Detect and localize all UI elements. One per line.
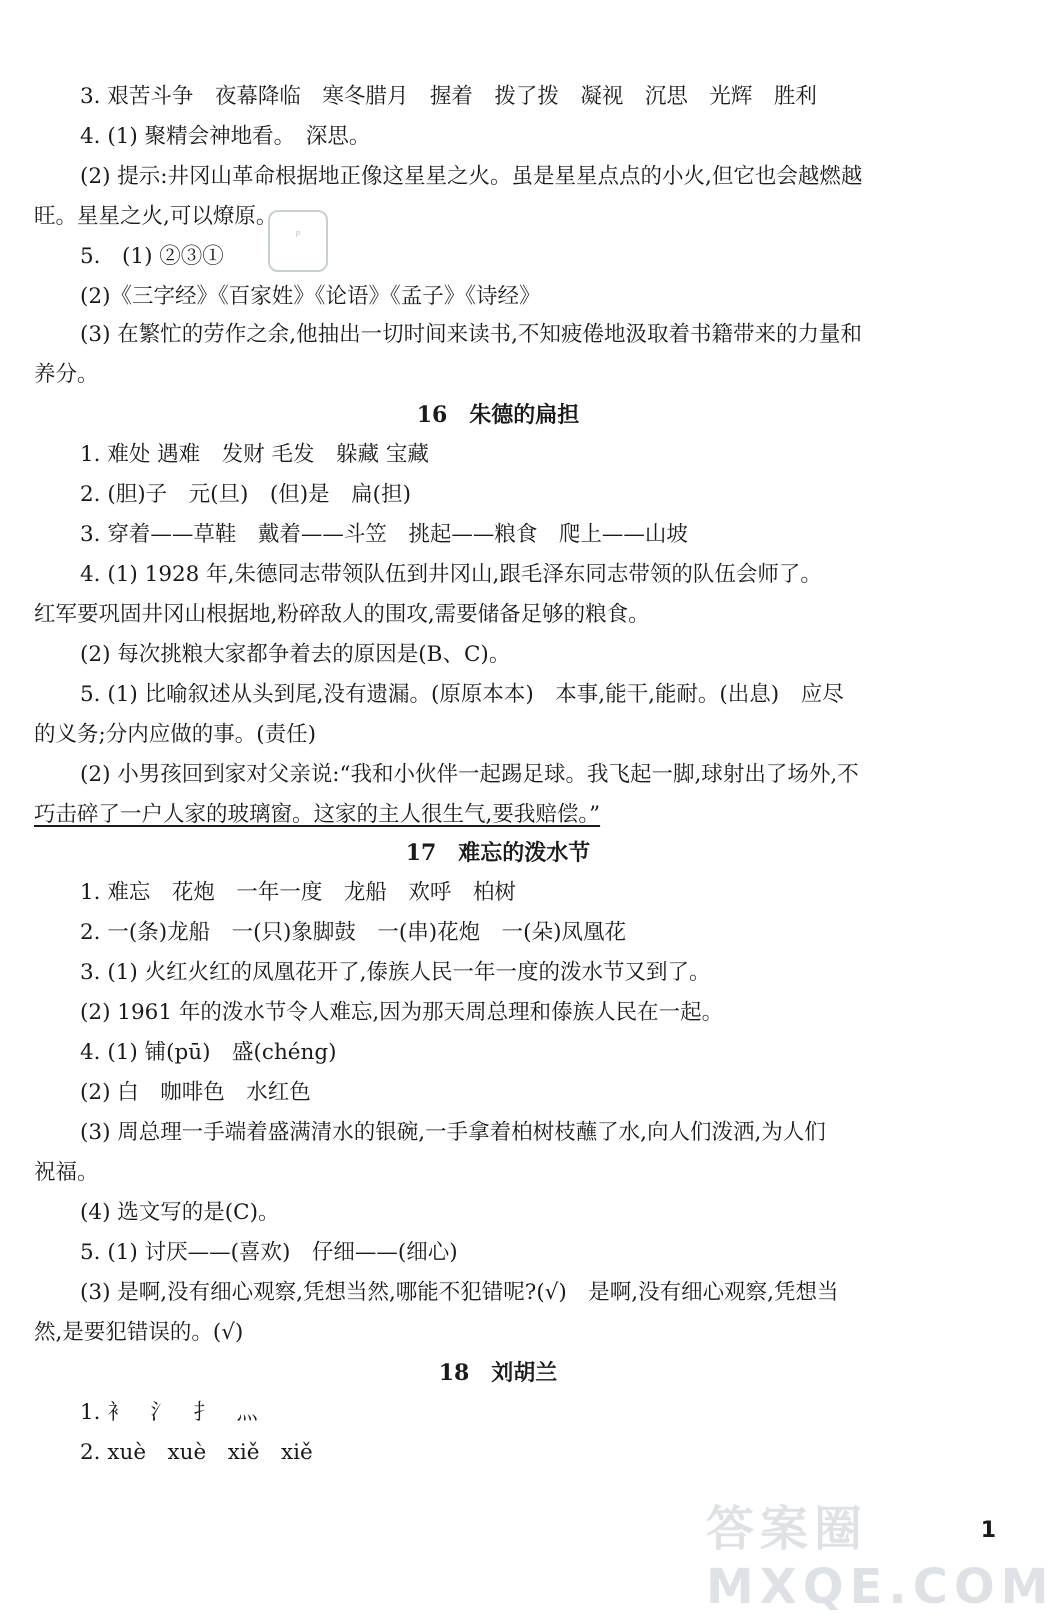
answer-line: 巧击碎了一户人家的玻璃窗。这家的主人很生气,要我赔偿。” bbox=[34, 802, 601, 827]
answer-line: 1. 难处 遇难 发财 毛发 躲藏 宝藏 bbox=[80, 442, 429, 467]
answer-line: (2) 提示:井冈山革命根据地正像这星星之火。虽是星星点点的小火,但它也会越燃越 bbox=[80, 164, 863, 189]
answer-line: 2. (胆)子 元(旦) (但)是 扁(担) bbox=[80, 482, 411, 507]
answer-line: 3. (1) 火红火红的凤凰花开了,傣族人民一年一度的泼水节又到了。 bbox=[80, 960, 711, 985]
page-number: 1 bbox=[980, 1518, 996, 1543]
answer-line: (2)《三字经》《百家姓》《论语》《孟子》《诗经》 bbox=[80, 284, 541, 309]
stamp-icon: P bbox=[268, 210, 328, 272]
answer-line: 2. 一(条)龙船 一(只)象脚鼓 一(串)花炮 一(朵)凤凰花 bbox=[80, 920, 626, 945]
answer-line: (2) 1961 年的泼水节令人难忘,因为那天周总理和傣族人民在一起。 bbox=[80, 1000, 724, 1025]
answer-line: 5. (1) 比喻叙述从头到尾,没有遗漏。(原原本本) 本事,能干,能耐。(出息) 应尽 bbox=[80, 682, 844, 707]
answer-line: 祝福。 bbox=[34, 1160, 99, 1185]
answer-line: (3) 在繁忙的劳作之余,他抽出一切时间来读书,不知疲倦地汲取着书籍带来的力量和 bbox=[80, 322, 862, 347]
answer-line: 然,是要犯错误的。(√) bbox=[34, 1320, 244, 1345]
answer-line: 的义务;分内应做的事。(责任) bbox=[34, 722, 317, 747]
answer-line: 1. 衤 氵 扌 灬 bbox=[80, 1400, 258, 1425]
answer-line: (2) 白 咖啡色 水红色 bbox=[80, 1080, 311, 1105]
answer-line: (3) 周总理一手端着盛满清水的银碗,一手拿着柏树枝蘸了水,向人们泼洒,为人们 bbox=[80, 1120, 826, 1145]
answer-line: 2. xuè xuè xiě xiě bbox=[80, 1440, 313, 1465]
answer-line: (2) 每次挑粮大家都争着去的原因是(B、C)。 bbox=[80, 642, 511, 667]
answer-line: 5. (1) 讨厌——(喜欢) 仔细——(细心) bbox=[80, 1240, 458, 1265]
answer-line: 旺。星星之火,可以燎原。 bbox=[34, 204, 278, 229]
answer-line: 4. (1) 聚精会神地看。 深思。 bbox=[80, 124, 371, 149]
answer-line: 3. 穿着——草鞋 戴着——斗笠 挑起——粮食 爬上——山坡 bbox=[80, 522, 688, 547]
answer-line: 4. (1) 铺(pū) 盛(chéng) bbox=[80, 1040, 337, 1065]
answer-line: 1. 难忘 花炮 一年一度 龙船 欢呼 柏树 bbox=[80, 880, 516, 905]
answer-line: (2) 小男孩回到家对父亲说:“我和小伙伴一起踢足球。我飞起一脚,球射出了场外,不 bbox=[80, 762, 859, 787]
answer-line: 4. (1) 1928 年,朱德同志带领队伍到井冈山,跟毛泽东同志带领的队伍会师了。 bbox=[80, 562, 822, 587]
answer-line: 红军要巩固井冈山根据地,粉碎敌人的围攻,需要储备足够的粮食。 bbox=[34, 602, 650, 627]
section-title: 18 刘胡兰 bbox=[438, 1360, 558, 1386]
answer-line: 养分。 bbox=[34, 362, 99, 387]
answer-line: (4) 选文写的是(C)。 bbox=[80, 1200, 280, 1225]
answer-line: 3. 艰苦斗争 夜幕降临 寒冬腊月 握着 拨了拨 凝视 沉思 光辉 胜利 bbox=[80, 84, 817, 109]
watermark-logo: 答案圈 MXQE.COM bbox=[706, 1501, 1054, 1615]
answer-line: 5. (1) ②③① bbox=[80, 244, 224, 269]
section-title: 16 朱德的扁担 bbox=[416, 402, 580, 428]
answer-line: (3) 是啊,没有细心观察,凭想当然,哪能不犯错呢?(√) 是啊,没有细心观察,凭想当 bbox=[80, 1280, 839, 1305]
section-title: 17 难忘的泼水节 bbox=[405, 840, 591, 866]
